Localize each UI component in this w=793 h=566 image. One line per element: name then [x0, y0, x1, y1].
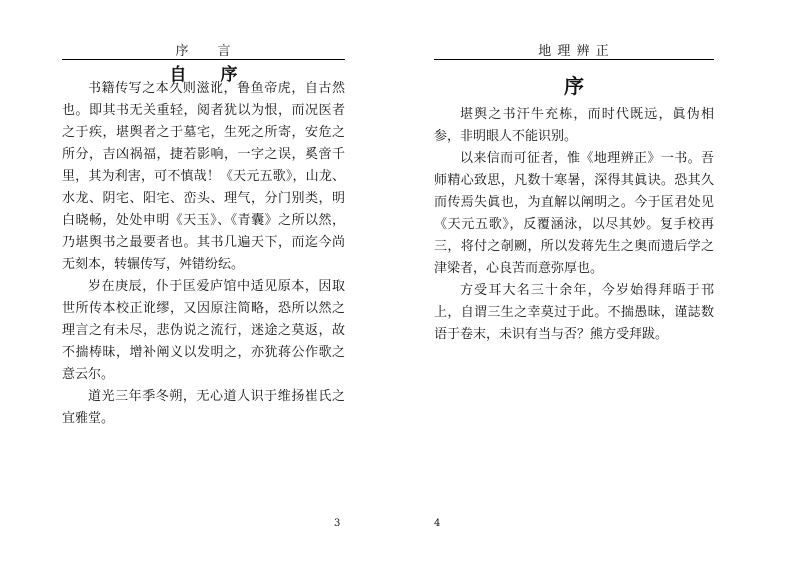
paragraph: 堪舆之书汗牛充栋，而时代既远，眞伪相参，非明眼人不能识别。	[434, 107, 714, 144]
page-number: 3	[334, 518, 341, 529]
paragraph: 以来信而可征者，惟《地理辨正》一书。吾师精心致思，凡数十寒暑，深得其眞诀。恐其久而传焉失眞也，为直解以阐明之。今于匡君处见《天元五歌》，反覆涵泳，以尽其妙。复手校再三，将付之剞劂，所以发蒋先生之奥而遗后学之津梁者，心良苦而意弥厚也。	[434, 151, 714, 276]
header-rule	[434, 59, 714, 60]
running-head: 序 言	[175, 44, 232, 59]
paragraph: 方受耳大名三十余年，今岁始得拜晤于邗上，自谓三生之幸莫过于此。不揣愚昧，谨誌数语于卷末，未识有当与否？熊方受拜跋。	[434, 283, 714, 342]
paragraph: 书籍传写之本久则滋讹，鲁鱼帝虎，自古然也。即其书无关重轻，阅者犹以为恨，而况医者之于疾，堪舆者之于墓宅，生死之所寄，安危之所分，吉凶祸福，捷若影响，一字之误，奚啻千里，其为利害，可不慎哉！《天元五歌》，山龙、水龙、阴宅、阳宅、峦头、理气，分门别类，明白晓畅，处处申明《天玉》、《青囊》之所以然，乃堪舆书之最要者也。其书几遍天下，而迄今尚无刻本，转辗传写，舛错纷纭。	[62, 81, 345, 272]
paragraph: 岁在庚辰，仆于匡爱庐馆中适见原本，因取世所传本校正讹缪，又因原注简略，恐所以然之理言之有未尽，悲伪说之流行，迷途之莫返，故不揣梼昧，增补阐义以发明之，亦犹蒋公作歌之意云尔。	[62, 279, 345, 382]
right-page	[434, 0, 714, 566]
page-title: 序	[564, 74, 584, 98]
paragraph: 道光三年季冬朔，无心道人识于维扬崔氏之宜雅堂。	[62, 389, 345, 426]
running-head: 地 理 辨 正	[538, 44, 610, 59]
body-text	[62, 78, 345, 430]
left-page	[62, 0, 345, 566]
page-title: 自 序	[169, 65, 238, 85]
page-number: 4	[434, 518, 441, 529]
body-text	[434, 104, 714, 346]
